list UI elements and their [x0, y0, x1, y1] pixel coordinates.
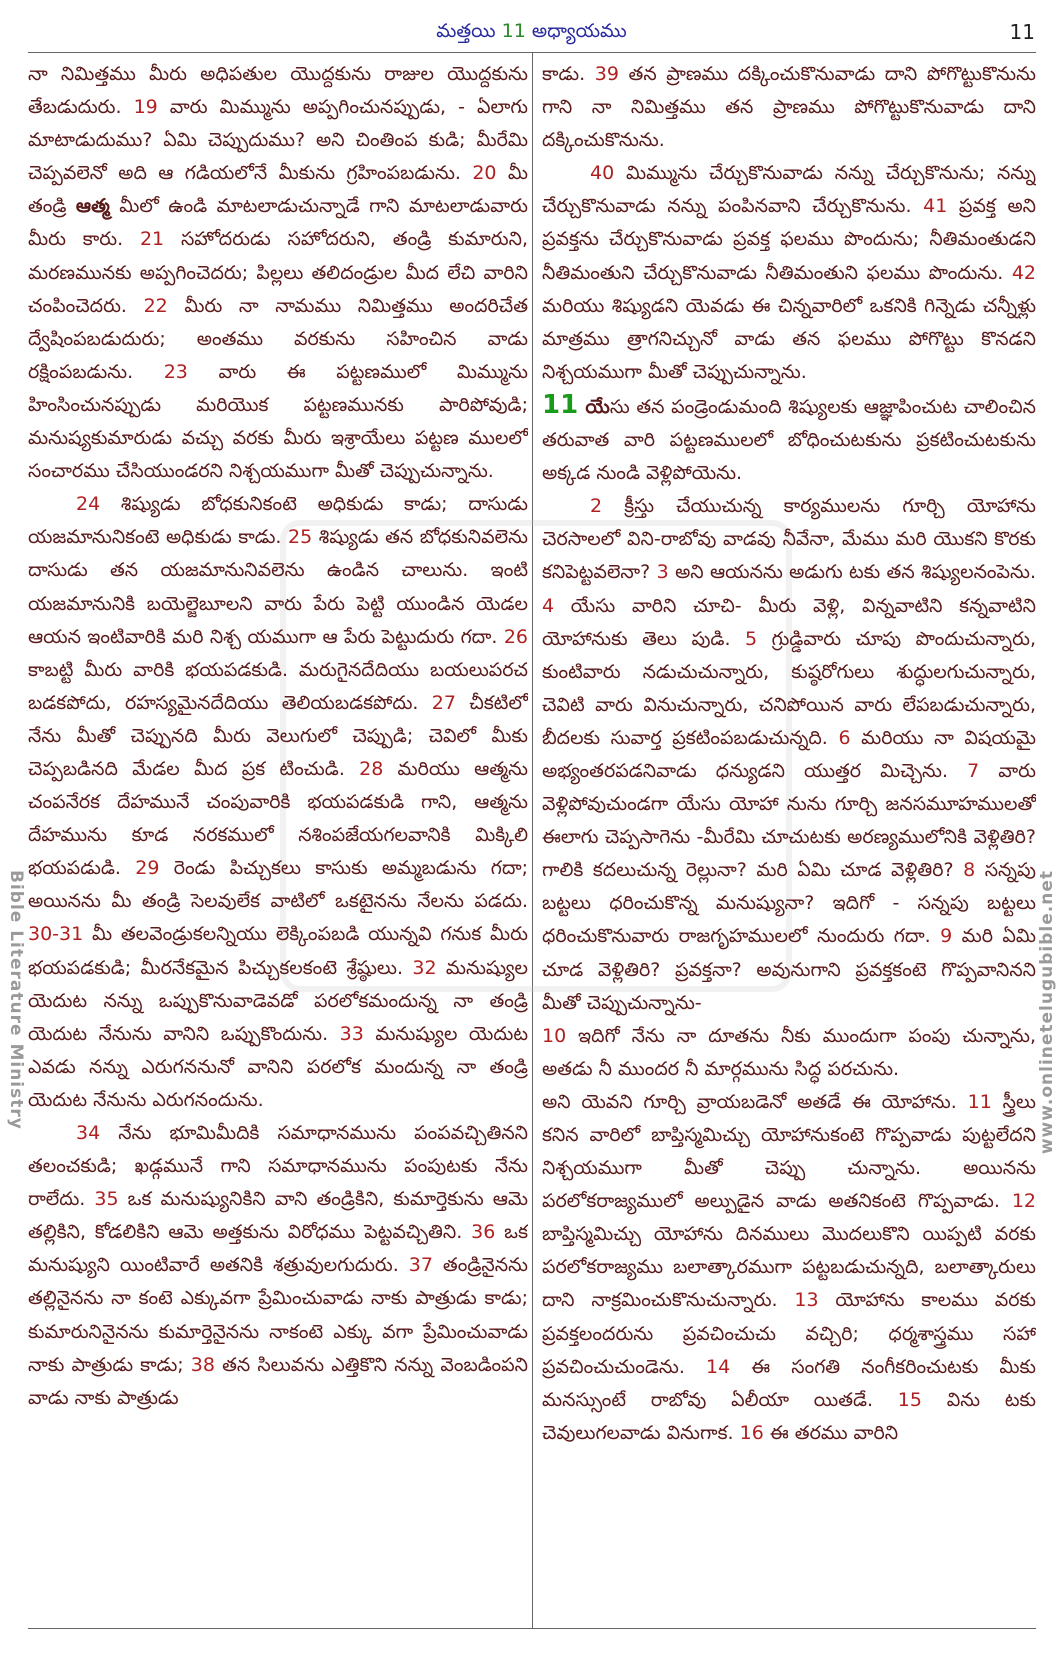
verse-text: మరియు ఆత్మను చంపనేరక దేహమునే చంపువారికి భయపడకుడి గాని, ఆత్మను దేహమును కూడ నరకములో నశింపజేయగలవానికి మిక్కిలి భయపడుడి.: [28, 757, 528, 880]
verse-number: 14: [705, 1355, 731, 1378]
verse-number: 15: [897, 1388, 922, 1411]
verse-number: 25: [288, 526, 313, 549]
verse-number: 38: [190, 1353, 215, 1376]
verse-number: 8: [963, 859, 976, 882]
verse-text: తండ్రినైనను తల్లినైనను నా కంటె ఎక్కువగా ప్రేమించువాడు నాకు పాత్రుడు కాడు; కుమారునినైనను కుమార్తెనైనను నాకంటె ఎక్కు వగా ప్రేమించువాడు నాకు పాత్రుడు కాడు;: [28, 1254, 528, 1376]
verse-text: శిష్యుడు బోధకునికంటె అధికుడు కాడు; దాసుడు యజమానునికంటె అధికుడు కాడు.: [28, 493, 528, 549]
paragraph: [542, 1086, 1036, 1450]
verse-text: విను టకు చెవులుగలవాడు వినుగాక.: [542, 1388, 1036, 1444]
verse-text: మీరు నా నామము నిమిత్తము అందరిచేత ద్వేషింపబడుదురు; అంతము వరకును సహించిన వాడు రక్షింపబడును.: [28, 294, 528, 383]
verse-number: 22: [143, 294, 168, 317]
verse-number: 9: [940, 925, 953, 948]
paragraph: [542, 389, 1036, 490]
verse-text: శిష్యుడు తన బోధకునివలెను దాసుడు తన యజమానునివలెను ఉండిన చాలును. ఇంటి యజమానునికి బయెల్జెబూలని వారు పేరు పెట్టి యుండిన యెడల ఆయన ఇంటివారికి మరి నిశ్చ యముగా ఆ పేరు పెట్టుదురు గదా.: [28, 526, 528, 648]
verse-text: యేసు వారిని చూచి- మీరు వెళ్లి, విన్నవాటిని కన్నవాటిని యోహానుకు తెలు పుడి.: [542, 594, 1036, 650]
verse-text: రెండు పిచ్చుకలు కాసుకు అమ్మబడును గదా; అయినను మీ తండ్రి సెలవులేక వాటిలో ఒకటైనను నేలను పడదు.: [28, 857, 528, 913]
verse-text: సన్నపు బట్టలు ధరించుకొన్న మనుష్యునా? ఇదిగో - సన్నపు బట్టలు ధరించుకొనువారు రాజగృహములలో నుందురు గదా.: [542, 859, 1036, 948]
verse-number: 21: [139, 228, 165, 251]
verse-number: 19: [133, 96, 158, 119]
side-text-left: Bible Literature Ministry: [6, 870, 26, 1130]
verse-text-bold: యే: [578, 395, 610, 418]
verse-text: వారు వెళ్లిపోవుచుండగా యేసు యోహా నును గూర్చి జనసమూహములతో ఈలాగు చెప్పసాగెను -మీరేమి చూచుటకు అరణ్యములోనికి వెళ్లితిరి? గాలికి కదలుచున్న రెల్లునా? మరి ఏమి చూడ వెళ్లితిరి?: [542, 759, 1036, 882]
chapter-number: 11: [501, 20, 526, 42]
paragraph: [542, 490, 1036, 1020]
text: కాడు.: [542, 63, 595, 85]
verse-number: 34: [76, 1122, 101, 1144]
verse-text: మరి ఏమి చూడ వెళ్లితిరి? ప్రవక్తనా? అవునుగాని ప్రవక్తకంటె గొప్పవానినని మీతో చెప్పుచున్నాను-: [542, 925, 1036, 1014]
paragraph: [542, 58, 1036, 157]
verse-text: క్రీస్తు చేయుచున్న కార్యములను గూర్చి యోహాను చెరసాలలో విని-రాబోవు వాడవు నీవేనా, మేము మరి యొకని కొరకు కనిపెట్టవలెనా?: [542, 495, 1036, 584]
verse-number: 37: [408, 1254, 433, 1277]
verse-text: ప్రవక్త అని ప్రవక్తను చేర్చుకొనువాడు ప్రవక్త ఫలము పొందును; నీతిమంతుడని నీతిమంతుని చేర్చుకొనువాడు నీతిమంతుని ఫలము పొందును.: [542, 195, 1036, 284]
verse-number: 16: [739, 1421, 764, 1444]
chapter-start-number: 11: [542, 389, 579, 420]
verse-text: అని యెవని గూర్చి వ్రాయబడెనో అతడే ఈ యోహాను.: [542, 1090, 968, 1113]
paragraph: [28, 58, 528, 488]
verse-text: సహోదరుడు సహోదరుని, తండ్రి కుమారుని, మరణమునకు అప్పగించెదరు; పిల్లలు తలిదండ్రుల మీద లేచి వారిని చంపించెదరు.: [28, 228, 528, 317]
verse-text: మీ తలవెండ్రుకలన్నియు లెక్కింపబడి యున్నవి గనుక మీరు భయపడకుడి; మీరనేకమైన పిచ్చుకలకంటె శ్రేష్ఠులు.: [28, 923, 528, 979]
verse-number: 13: [794, 1289, 819, 1312]
verse-number: 41: [923, 195, 948, 218]
text: నా నిమిత్తము మీరు అధిపతుల యొద్దకును రాజుల యొద్దకును తేబడుదురు.: [28, 63, 528, 119]
verse-text: సు తన పండ్రెండుమంది శిష్యులకు ఆజ్ఞాపించుట చాలించిన తరువాత వారి పట్టణములలో బోధించుటకును ప్రకటించుటకును అక్కడ నుండి వెళ్లిపోయెను.: [542, 395, 1036, 485]
bottom-rule: [28, 1628, 1036, 1629]
verse-text: అని ఆయనను అడుగు టకు తన శిష్యులనంపెను.: [668, 561, 1036, 584]
verse-number: 39: [594, 63, 619, 85]
side-text-right: www.onlinetelugubible.net: [1037, 870, 1057, 1155]
verse-number: 2: [590, 495, 603, 518]
verse-text: మనుష్యుల యెదుట నన్ను ఒప్పుకొనువాడెవడో పరలోకమందున్న నా తండ్రి యెదుట నేనును వానిని ఒప్పుకొందును.: [28, 956, 528, 1045]
verse-text: కాబట్టి మీరు వారికి భయపడకుడి. మరుగైనదేదియు బయలుపరచ బడకపోదు, రహస్యమైనదేదియు తెలియబడకపోదు.: [28, 658, 528, 714]
verse-text: చీకటిలో నేను మీతో చెప్పునది మీరు వెలుగులో చెప్పుడి; చెవిలో మీకు చెప్పబడినది మేడల మీద ప్రక టించుడి.: [28, 691, 528, 780]
verse-text: ఒక మనుష్యునికిని వాని తండ్రికిని, కుమార్తెకును ఆమె తల్లికిని, కోడలికిని ఆమె అత్తకును విరోధము పెట్టవచ్చితిని.: [28, 1188, 528, 1244]
right-column: [542, 58, 1036, 1626]
paragraph: [28, 488, 528, 1117]
verse-text: ఈ తరము వారిని: [763, 1421, 899, 1444]
verse-number: 5: [745, 627, 758, 650]
verse-text: నేను భూమిమీదికి సమాధానమును పంపవచ్చితినని తలంచకుడి; ఖడ్గమునే గాని సమాధానమును పంపుటకు నేను రాలేదు.: [28, 1122, 528, 1211]
verse-number: 35: [94, 1188, 119, 1211]
paragraph: [542, 157, 1036, 389]
verse-number: 6: [838, 726, 851, 749]
verse-text-bold: ఆత్మ: [75, 195, 110, 218]
verse-text: వారు ఈ పట్టణములో మిమ్మును హింసించునప్పుడు మరియొక పట్టణమునకు పారిపోవుడి; మనుష్యకుమారుడు వచ్చు వరకు మీరు ఇశ్రాయేలు పట్టణ ములలో సంచారము చేసియుండరని నిశ్చయముగా మీతో చెప్పుచున్నాను.: [28, 360, 528, 483]
verse-text: స్త్రీలు కనిన వారిలో బాప్తిస్మమిచ్చు యోహానుకంటె గొప్పవాడు పుట్టలేదని నిశ్చయముగా మీతో చెప్పు చున్నాను. అయినను పరలోకరాజ్యములో అల్పుడైన వాడు అతనికంటె గొప్పవాడు.: [542, 1090, 1036, 1213]
verse-text: గ్రుడ్డివారు చూపు పొందుచున్నారు, కుంటివారు నడుచుచున్నారు, కుష్ఠరోగులు శుద్ధులగుచున్నారు, చెవిటి వారు వినుచున్నారు, చనిపోయిన వారు లేపబడుచున్నారు, బీదలకు సువార్త ప్రకటింపబడుచున్నది.: [542, 627, 1036, 749]
verse-number: 11: [967, 1090, 992, 1113]
verse-number: 3: [656, 561, 669, 584]
paragraph: [28, 1117, 528, 1415]
verse-text: మీ తండ్రి: [28, 162, 528, 218]
verse-text: మరియు నా విషయమై అభ్యంతరపడనివాడు ధన్యుడని యుత్తర మిచ్చెను.: [542, 726, 1036, 782]
verse-text: యోహాను కాలము వరకు ప్రవక్తలందరును ప్రవచించుచు వచ్చిరి; ధర్మశాస్త్రము సహా ప్రవచించుచుండెను.: [542, 1289, 1036, 1378]
verse-number: 10: [542, 1024, 567, 1047]
verse-number: 4: [542, 594, 555, 617]
paragraph: [542, 1020, 1036, 1086]
page-header: [0, 0, 1063, 52]
chapter-word: అధ్యాయము: [531, 20, 627, 42]
verse-number: 20: [472, 162, 497, 185]
verse-text: మరియు శిష్యుడని యెవడు ఈ చిన్నవారిలో ఒకనికి గిన్నెడు చన్నీళ్లు మాత్రము త్రాగనిచ్చునో వాడు తన ఫలము పోగొట్టు కొనడని నిశ్చయముగా మీతో చెప్పుచున్నాను.: [542, 294, 1036, 383]
verse-number: 28: [359, 757, 384, 780]
verse-number: 40: [590, 162, 615, 185]
verse-text: ఈ సంగతి నంగీకరించుటకు మీకు మనస్సుంటే రాబోవు ఏలీయా యితడే.: [542, 1355, 1036, 1411]
verse-text: బాప్తిస్మమిచ్చు యోహాను దినములు మొదలుకొని యిప్పటి వరకు పరలోకరాజ్యము బలాత్కారముగా పట్టబడుచున్నది, బలాత్కారులు దాని నాక్రమించుకొనుచున్నారు.: [542, 1223, 1036, 1312]
verse-text: మీలో ఉండి మాటలాడుచున్నాడే గాని మాటలాడువారు మీరు కారు.: [28, 195, 528, 251]
verse-text: తన ప్రాణము దక్కించుకొనువాడు దాని పోగొట్టుకొనును గాని నా నిమిత్తము తన ప్రాణము పోగొట్టుకొనువాడు దాని దక్కించుకొనును.: [542, 63, 1036, 152]
book-title: మత్తయి: [436, 20, 496, 42]
verse-number: 23: [163, 360, 188, 383]
verse-number: 29: [135, 857, 160, 880]
verse-text: ఒక మనుష్యుని యింటివారే అతనికి శత్రువులగుదురు.: [28, 1221, 528, 1277]
verse-text: మనుష్యుల యెదుట ఎవడు నన్ను ఎరుగననునో వానిని పరలోక మందున్న నా తండ్రి యెదుట నేనును ఎరుగనందును.: [28, 1022, 528, 1111]
verse-number: 33: [339, 1022, 364, 1045]
verse-text: వారు మిమ్మును అప్పగించునప్పుడు, - ఏలాగు మాటాడుదుము? ఏమి చెప్పుదుము? అని చింతింప కుడి; మీరేమి చెప్పవలెనో అది ఆ గడియలోనే మీకును గ్రహింపబడును.: [28, 96, 528, 185]
verse-text: తన సిలువను ఎత్తికొని నన్ను వెంబడింపని వాడు నాకు పాత్రుడు: [28, 1353, 528, 1409]
verse-text: ఇదిగో నేను నా దూతను నీకు ముందుగా పంపు చున్నాను, అతడు నీ ముందర నీ మార్గమును సిద్ధ పరచును.: [542, 1024, 1036, 1080]
verse-number: 26: [503, 625, 528, 648]
left-column: [28, 58, 528, 1626]
verse-number: 42: [1011, 261, 1036, 284]
verse-number: 7: [967, 759, 980, 782]
verse-number: 24: [76, 493, 101, 516]
verse-number: 30-31: [28, 923, 84, 946]
verse-number: 27: [431, 691, 456, 714]
page-number: 11: [1009, 20, 1035, 44]
verse-number: 32: [412, 956, 437, 979]
verse-number: 36: [471, 1221, 496, 1244]
running-title: [0, 20, 1063, 47]
verse-text: మిమ్మును చేర్చుకొనువాడు నన్ను చేర్చుకొనును; నన్ను చేర్చుకొనువాడు నన్ను పంపినవాని చేర్చుకొనును.: [542, 162, 1036, 218]
verse-number: 12: [1011, 1190, 1036, 1213]
